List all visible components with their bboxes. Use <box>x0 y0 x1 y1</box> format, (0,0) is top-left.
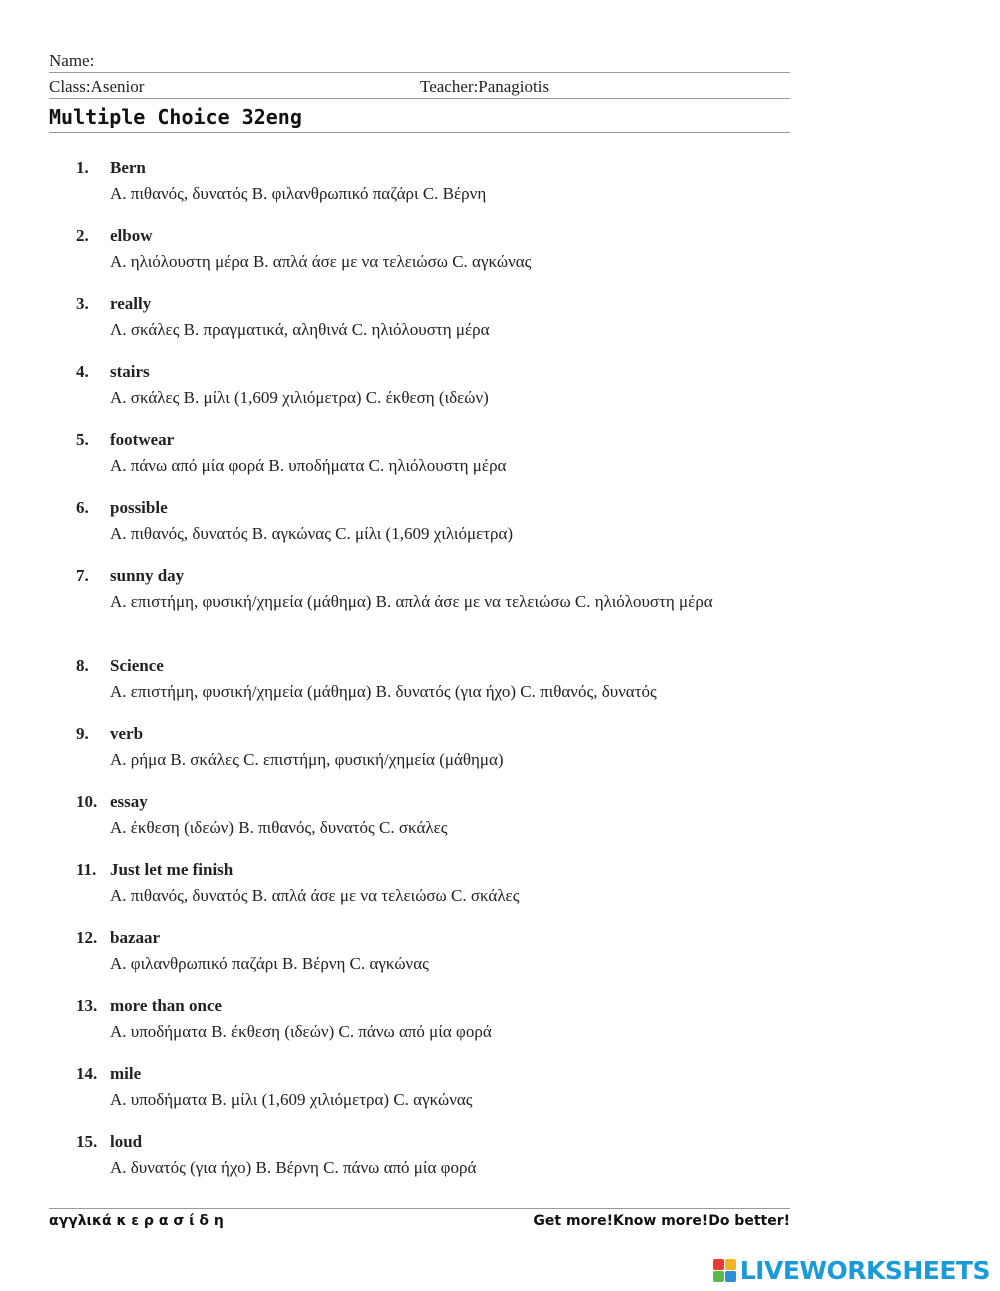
question-word: loud <box>110 1132 143 1151</box>
class-label: Class:Asenior <box>49 77 145 96</box>
question-word: Bern <box>110 158 146 177</box>
question-word: bazaar <box>110 928 161 947</box>
question-options[interactable]: A. πιθανός, δυνατός B. φιλανθρωπικό παζάρι C. Βέρνη <box>110 184 487 203</box>
title-divider <box>49 132 790 133</box>
question-options[interactable]: A. πιθανός, δυνατός B. αγκώνας C. μίλι (1,609 χιλιόμετρα) <box>110 524 514 543</box>
question-word: Just let me finish <box>110 860 234 879</box>
question-number: 12. <box>76 928 98 947</box>
question-word: mile <box>110 1064 142 1083</box>
question-options[interactable]: A. υποδήματα B. έκθεση (ιδεών) C. πάνω από μία φορά <box>110 1022 492 1041</box>
footer-slogan: Get more!Know more!Do better! <box>533 1213 790 1229</box>
question-options[interactable]: A. σκάλες B. μίλι (1,609 χιλιόμετρα) C. έκθεση (ιδεών) <box>110 388 489 407</box>
footer-divider <box>49 1208 790 1209</box>
question-number: 5. <box>76 430 89 449</box>
question-word: essay <box>110 792 148 811</box>
question-word: really <box>110 294 152 313</box>
question-number: 2. <box>76 226 89 245</box>
question-word: Science <box>110 656 164 675</box>
liveworksheets-text: LIVEWORKSHEETS <box>739 1255 990 1285</box>
question-options[interactable]: A. ηλιόλουστη μέρα B. απλά άσε με να τελειώσω C. αγκώνας <box>110 252 532 271</box>
name-label: Name: <box>49 51 95 70</box>
question-number: 1. <box>76 158 89 177</box>
question-number: 11. <box>76 860 97 879</box>
question-number: 3. <box>76 294 89 313</box>
header-divider <box>49 98 790 99</box>
question-number: 15. <box>76 1132 98 1151</box>
question-word: elbow <box>110 226 153 245</box>
question-number: 10. <box>76 792 98 811</box>
question-options[interactable]: A. δυνατός (για ήχο) B. Βέρνη C. πάνω από μία φορά <box>110 1158 477 1177</box>
question-number: 4. <box>76 362 89 381</box>
question-word: verb <box>110 724 144 743</box>
question-number: 6. <box>76 498 89 517</box>
question-options[interactable]: Λ. σκάλες B. πραγματικά, αληθινά C. ηλιόλουστη μέρα <box>110 320 490 339</box>
question-number: 8. <box>76 656 89 675</box>
question-word: possible <box>110 498 168 517</box>
question-number: 14. <box>76 1064 98 1083</box>
liveworksheets-logo[interactable] <box>713 1255 990 1285</box>
question-word: more than once <box>110 996 223 1015</box>
question-number: 13. <box>76 996 98 1015</box>
question-word: stairs <box>110 362 150 381</box>
question-options[interactable]: A. έκθεση (ιδεών) B. πιθανός, δυνατός C. σκάλες <box>110 818 448 837</box>
liveworksheets-icon <box>713 1259 736 1282</box>
teacher-label: Teacher:Panagiotis <box>420 77 550 96</box>
question-word: sunny day <box>110 566 185 585</box>
question-options[interactable]: A. επιστήμη, φυσική/χημεία (μάθημα) B. απλά άσε με να τελειώσω C. ηλιόλουστη μέρα <box>110 592 713 611</box>
footer-brand-greek: αγγλικά κ ε ρ α σ ί δ η <box>49 1213 224 1229</box>
question-number: 7. <box>76 566 89 585</box>
question-word: footwear <box>110 430 175 449</box>
question-options[interactable]: A. πάνω από μία φορά B. υποδήματα C. ηλιόλουστη μέρα <box>110 456 507 475</box>
question-options[interactable]: A. ρήμα B. σκάλες C. επιστήμη, φυσική/χημεία (μάθημα) <box>110 750 504 769</box>
question-options[interactable]: A. υποδήματα B. μίλι (1,609 χιλιόμετρα) C. αγκώνας <box>110 1090 473 1109</box>
question-options[interactable]: A. επιστήμη, φυσική/χημεία (μάθημα) B. δυνατός (για ήχο) C. πιθανός, δυνατός <box>110 682 657 701</box>
header-divider <box>49 72 790 73</box>
question-options[interactable]: A. φιλανθρωπικό παζάρι B. Βέρνη C. αγκώνας <box>110 954 429 973</box>
question-number: 9. <box>76 724 89 743</box>
question-options[interactable]: A. πιθανός, δυνατός B. απλά άσε με να τελειώσω C. σκάλες <box>110 886 520 905</box>
page-title: Multiple Choice 32eng <box>49 105 302 129</box>
